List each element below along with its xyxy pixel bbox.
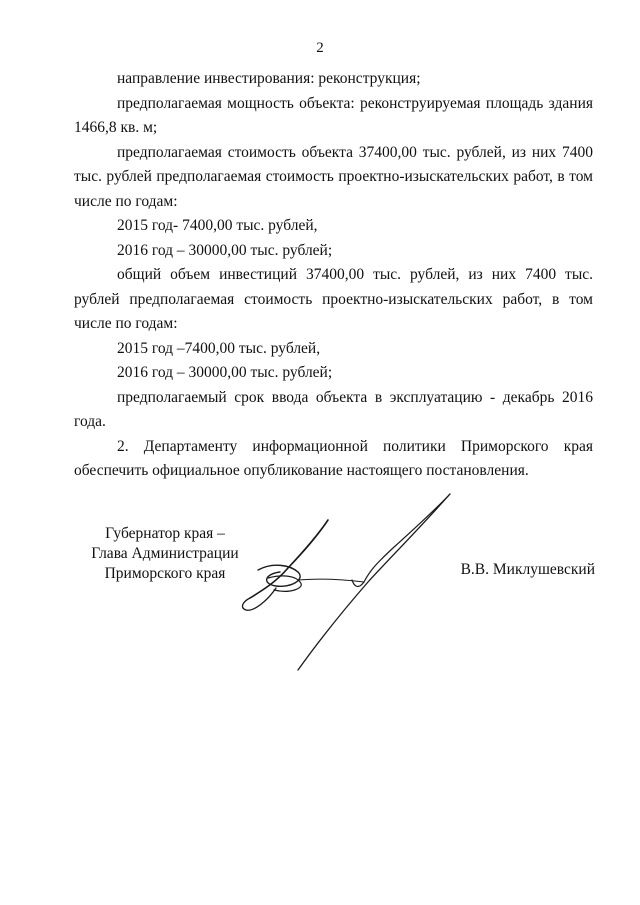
paragraph-object-cost: предполагаемая стоимость объекта 37400,00 тыс. рублей, из них 7400 тыс. рублей предполагаемая стоимость проектно-изыскательских работ, в том числе по годам: (74, 143, 593, 210)
signature-title-line: Приморского края (104, 565, 226, 582)
paragraph-object-capacity: предполагаемая мощность объекта: реконструируемая площадь здания 1466,8 кв. м; (74, 94, 593, 136)
page-number: 2 (316, 40, 324, 56)
document-body (74, 67, 593, 484)
paragraph-investment-2015: 2015 год –7400,00 тыс. рублей, (117, 339, 321, 357)
paragraph-total-investment: общий объем инвестиций 37400,00 тыс. рублей, из них 7400 тыс. рублей предполагаемая стоимость проектно-изыскательских работ, в том числе по годам: (74, 266, 593, 332)
signature-title-line: Глава Администрации (91, 545, 239, 562)
paragraph-investment-2016: 2016 год – 30000,00 тыс. рублей; (117, 364, 333, 381)
paragraph-cost-2015: 2015 год- 7400,00 тыс. рублей, (117, 217, 318, 234)
handwritten-signature (228, 490, 478, 675)
paragraph-cost-2016: 2016 год – 30000,00 тыс. рублей; (117, 241, 333, 259)
signature-title-line: Губернатор края – (105, 525, 225, 542)
paragraph-commissioning-date: предполагаемый срок ввода объекта в эксплуатацию - декабрь 2016 года. (74, 388, 593, 430)
signatory-name: В.В. Миклушевский (460, 561, 595, 578)
paragraph-investment-direction: направление инвестирования: реконструкция; (117, 70, 421, 87)
paragraph-publication-order: 2. Департаменту информационной политики Приморского края обеспечить официальное опубликование настоящего постановления. (74, 437, 593, 479)
